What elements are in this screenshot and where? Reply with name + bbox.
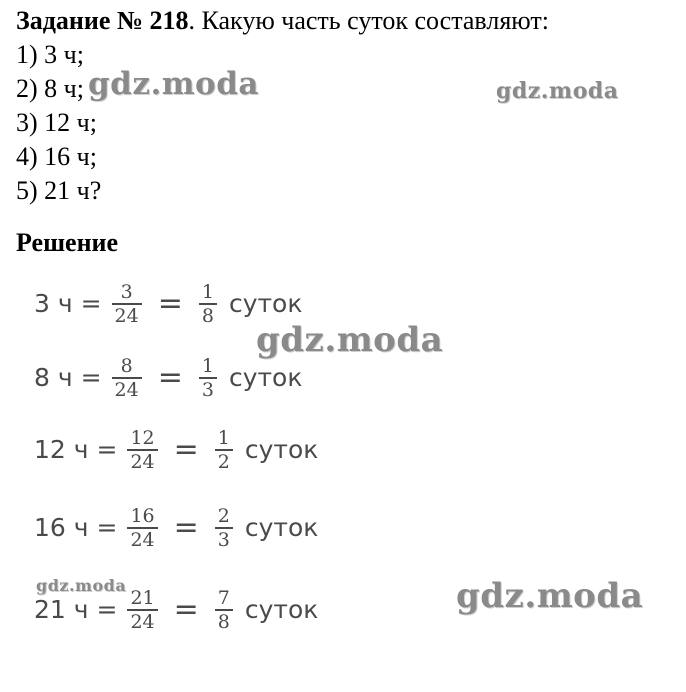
equation-row [34,428,318,472]
equation-hours: 8 ч = [34,363,102,393]
watermark: gdz.moda [496,78,619,104]
numerator: 1 [201,281,214,303]
fraction [199,356,217,400]
task-item: 5) 21 ч? [16,176,102,205]
watermark: gdz.moda [88,66,259,102]
equation-row [34,282,302,326]
numerator: 8 [120,355,133,377]
denominator: 8 [201,304,214,327]
denominator: 3 [201,378,214,401]
equation-hours: 21 ч = [34,595,118,625]
fraction [127,506,157,550]
equals-sign: = [173,510,199,546]
numerator: 7 [217,587,230,609]
watermark: gdz.moda [256,320,444,360]
task-item: 1) 3 ч; [16,40,84,69]
solution-heading: Решение [16,228,119,257]
equals-sign: = [173,592,199,628]
equals-sign: = [157,286,183,322]
watermark: gdz.moda [456,576,644,616]
equation-unit: суток [228,289,303,319]
numerator: 3 [120,281,133,303]
task-statement [16,4,549,208]
task-item: 4) 16 ч; [16,142,97,171]
equation-row [34,356,302,400]
denominator: 24 [130,610,155,633]
denominator: 24 [114,378,139,401]
equals-sign: = [157,360,183,396]
fraction [112,282,142,326]
fraction [127,588,157,632]
denominator: 24 [114,304,139,327]
watermark: gdz.moda [36,576,127,595]
task-item: 3) 12 ч; [16,108,97,137]
equation-unit: суток [244,595,319,625]
fraction [127,428,157,472]
fraction [215,588,233,632]
numerator: 12 [130,427,155,449]
denominator: 8 [217,610,230,633]
equation-unit: суток [244,435,319,465]
task-item: 2) 8 ч; [16,74,84,103]
equation-unit: суток [228,363,303,393]
numerator: 2 [217,505,230,527]
equation-unit: суток [244,513,319,543]
task-question: . Какую часть суток составляют: [188,6,549,35]
equals-sign: = [173,432,199,468]
task-title [16,4,549,38]
numerator: 1 [217,427,230,449]
equation-row [34,506,318,550]
fraction [215,428,233,472]
denominator: 24 [130,528,155,551]
equation-hours: 12 ч = [34,435,118,465]
fraction [215,506,233,550]
fraction [112,356,142,400]
numerator: 21 [130,587,155,609]
equation-hours: 16 ч = [34,513,118,543]
denominator: 2 [217,450,230,473]
denominator: 24 [130,450,155,473]
equation-hours: 3 ч = [34,289,102,319]
task-number: Задание № 218 [16,6,189,35]
numerator: 16 [130,505,155,527]
denominator: 3 [217,528,230,551]
fraction [199,282,217,326]
numerator: 1 [201,355,214,377]
